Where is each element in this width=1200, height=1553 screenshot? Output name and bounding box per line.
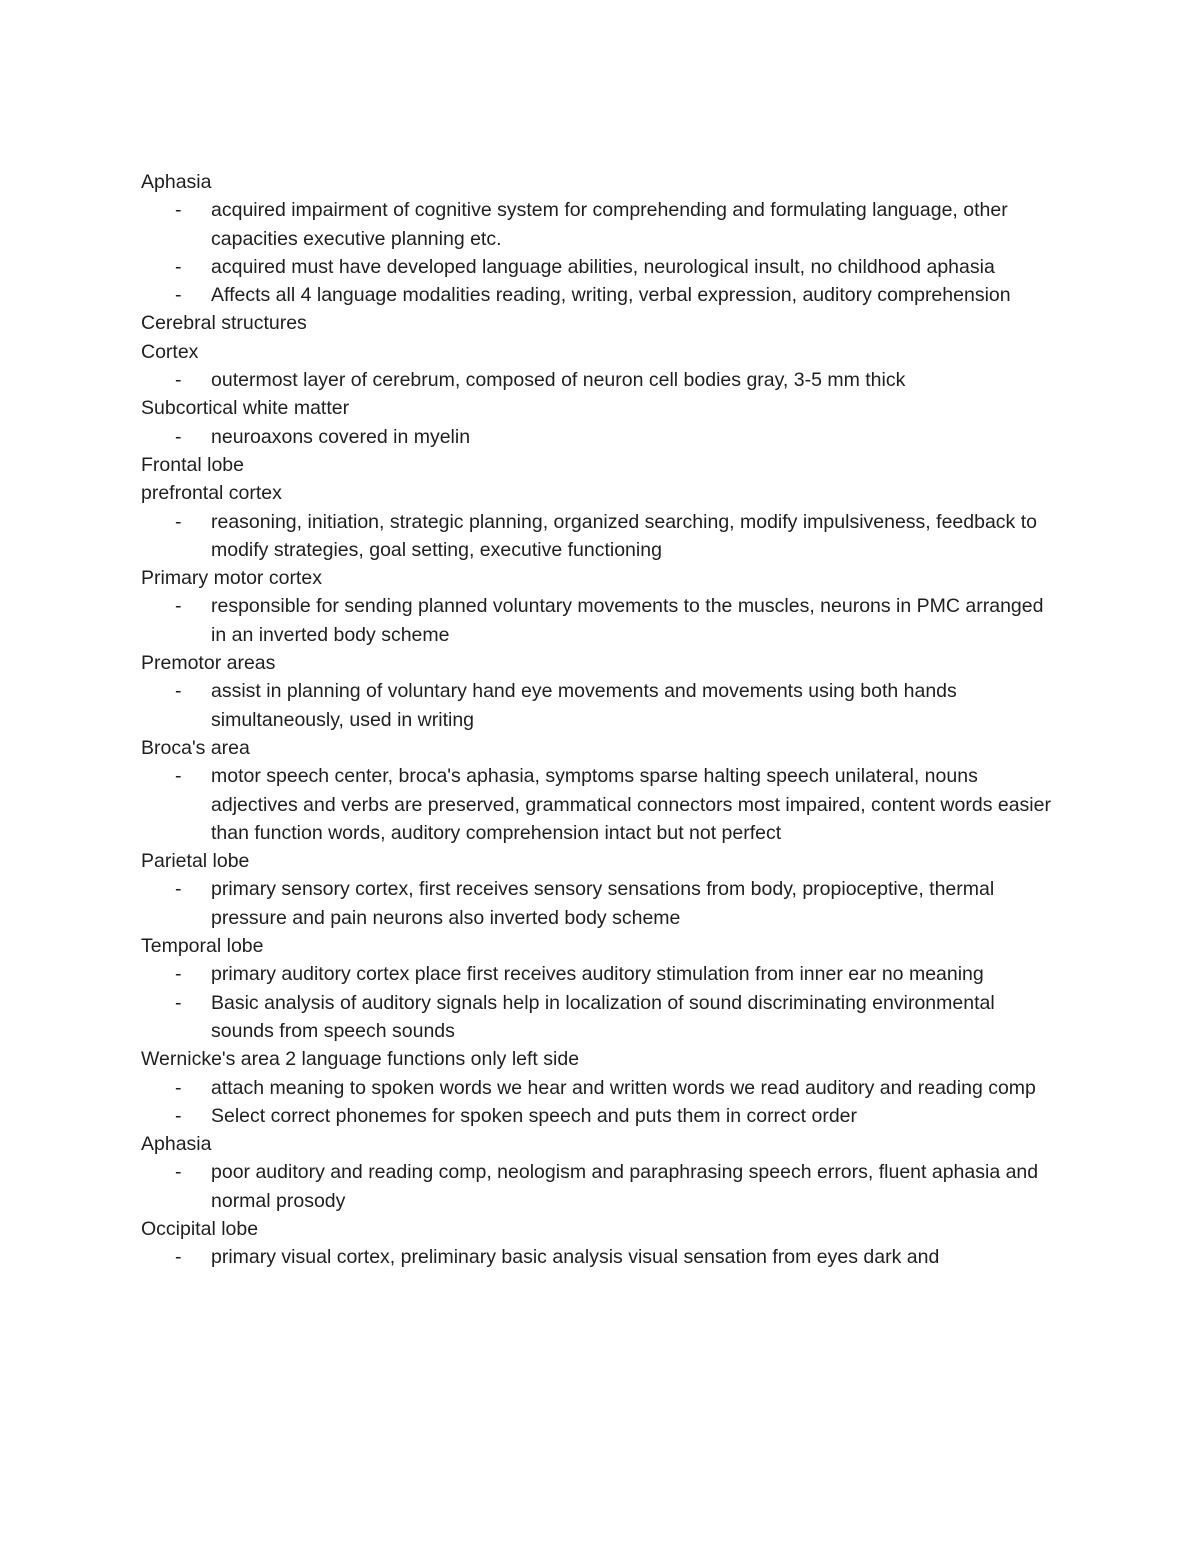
bullet-list bbox=[141, 762, 1061, 847]
section-heading: Temporal lobe bbox=[141, 935, 264, 958]
bullet-item bbox=[141, 281, 1061, 309]
bullet-text: Affects all 4 language modalities reading, writing, verbal expression, auditory comprehension bbox=[211, 284, 1011, 307]
bullet-item bbox=[141, 960, 1061, 988]
bullet-list bbox=[141, 960, 1061, 1045]
section-heading: Frontal lobe bbox=[141, 453, 244, 476]
section-heading: Premotor areas bbox=[141, 652, 276, 675]
dash-bullet-icon: - bbox=[175, 510, 182, 533]
bullet-text: poor auditory and reading comp, neologism and paraphrasing speech errors, fluent aphasia and normal prosody bbox=[211, 1161, 1039, 1212]
section-heading: Occipital lobe bbox=[141, 1217, 259, 1240]
bullet-list bbox=[141, 875, 1061, 932]
dash-bullet-icon: - bbox=[175, 963, 182, 986]
bullet-item bbox=[141, 989, 1061, 1046]
bullet-list bbox=[141, 196, 1061, 309]
dash-bullet-icon: - bbox=[175, 284, 182, 307]
section-heading: Aphasia bbox=[141, 1133, 212, 1156]
bullet-item bbox=[141, 677, 1061, 734]
section-heading: Primary motor cortex bbox=[141, 567, 322, 590]
bullet-text: Basic analysis of auditory signals help in localization of sound discriminating environmental sounds from speech sounds bbox=[211, 991, 995, 1042]
bullet-text: assist in planning of voluntary hand eye movements and movements using both hands simultaneously, used in writing bbox=[211, 680, 957, 731]
bullet-item bbox=[141, 875, 1061, 932]
dash-bullet-icon: - bbox=[175, 991, 182, 1014]
bullet-text: primary sensory cortex, first receives sensory sensations from body, propioceptive, thermal pressure and pain neurons also inverted body scheme bbox=[211, 878, 995, 929]
dash-bullet-icon: - bbox=[175, 1161, 182, 1184]
bullet-text: primary auditory cortex place first receives auditory stimulation from inner ear no meaning bbox=[211, 963, 984, 986]
bullet-list bbox=[141, 1158, 1061, 1215]
bullet-item bbox=[141, 1243, 1061, 1271]
bullet-list bbox=[141, 508, 1061, 565]
section-heading: Wernicke's area 2 language functions only left side bbox=[141, 1048, 580, 1071]
dash-bullet-icon: - bbox=[175, 425, 182, 448]
dash-bullet-icon: - bbox=[175, 680, 182, 703]
bullet-list bbox=[141, 1074, 1061, 1131]
bullet-item bbox=[141, 253, 1061, 281]
bullet-item bbox=[141, 1158, 1061, 1215]
dash-bullet-icon: - bbox=[175, 369, 182, 392]
dash-bullet-icon: - bbox=[175, 765, 182, 788]
section-heading: Subcortical white matter bbox=[141, 397, 350, 420]
bullet-list bbox=[141, 677, 1061, 734]
dash-bullet-icon: - bbox=[175, 595, 182, 618]
bullet-text: outermost layer of cerebrum, composed of neuron cell bodies gray, 3-5 mm thick bbox=[211, 369, 906, 392]
dash-bullet-icon: - bbox=[175, 255, 182, 278]
section-heading: Cortex bbox=[141, 340, 199, 363]
bullet-text: motor speech center, broca's aphasia, symptoms sparse halting speech unilateral, nouns adjectives and verbs are preserved, grammatical connectors most impaired, content words easier than function words, auditory comprehension intact but not perfect bbox=[211, 765, 1051, 844]
bullet-text: attach meaning to spoken words we hear and written words we read auditory and reading comp bbox=[211, 1076, 1036, 1099]
bullet-item bbox=[141, 1074, 1061, 1102]
document-page bbox=[141, 168, 1061, 1272]
bullet-list bbox=[141, 423, 1061, 451]
dash-bullet-icon: - bbox=[175, 1104, 182, 1127]
bullet-item bbox=[141, 423, 1061, 451]
bullet-item bbox=[141, 366, 1061, 394]
bullet-item bbox=[141, 592, 1061, 649]
section-heading: Parietal lobe bbox=[141, 850, 250, 873]
dash-bullet-icon: - bbox=[175, 878, 182, 901]
bullet-list bbox=[141, 366, 1061, 394]
bullet-text: responsible for sending planned voluntary movements to the muscles, neurons in PMC arranged in an inverted body scheme bbox=[211, 595, 1044, 646]
section-heading: Broca's area bbox=[141, 736, 250, 759]
section-heading: prefrontal cortex bbox=[141, 482, 282, 505]
bullet-text: Select correct phonemes for spoken speech and puts them in correct order bbox=[211, 1104, 858, 1127]
bullet-text: neuroaxons covered in myelin bbox=[211, 425, 471, 448]
bullet-text: acquired must have developed language abilities, neurological insult, no childhood aphasia bbox=[211, 255, 995, 278]
bullet-text: reasoning, initiation, strategic planning, organized searching, modify impulsiveness, feedback to modify strategies, goal setting, executive functioning bbox=[211, 510, 1037, 561]
section-heading: Aphasia bbox=[141, 171, 212, 193]
bullet-item bbox=[141, 1102, 1061, 1130]
bullet-item bbox=[141, 508, 1061, 565]
bullet-list bbox=[141, 1243, 1061, 1271]
dash-bullet-icon: - bbox=[175, 1246, 182, 1269]
section-heading: Cerebral structures bbox=[141, 312, 307, 335]
dash-bullet-icon: - bbox=[175, 1076, 182, 1099]
bullet-item bbox=[141, 196, 1061, 253]
bullet-list bbox=[141, 592, 1061, 649]
bullet-text: acquired impairment of cognitive system for comprehending and formulating language, other capacities executive planning etc. bbox=[211, 199, 1008, 250]
bullet-item bbox=[141, 762, 1061, 847]
bullet-text: primary visual cortex, preliminary basic analysis visual sensation from eyes dark and bbox=[211, 1246, 940, 1269]
dash-bullet-icon: - bbox=[175, 199, 182, 222]
